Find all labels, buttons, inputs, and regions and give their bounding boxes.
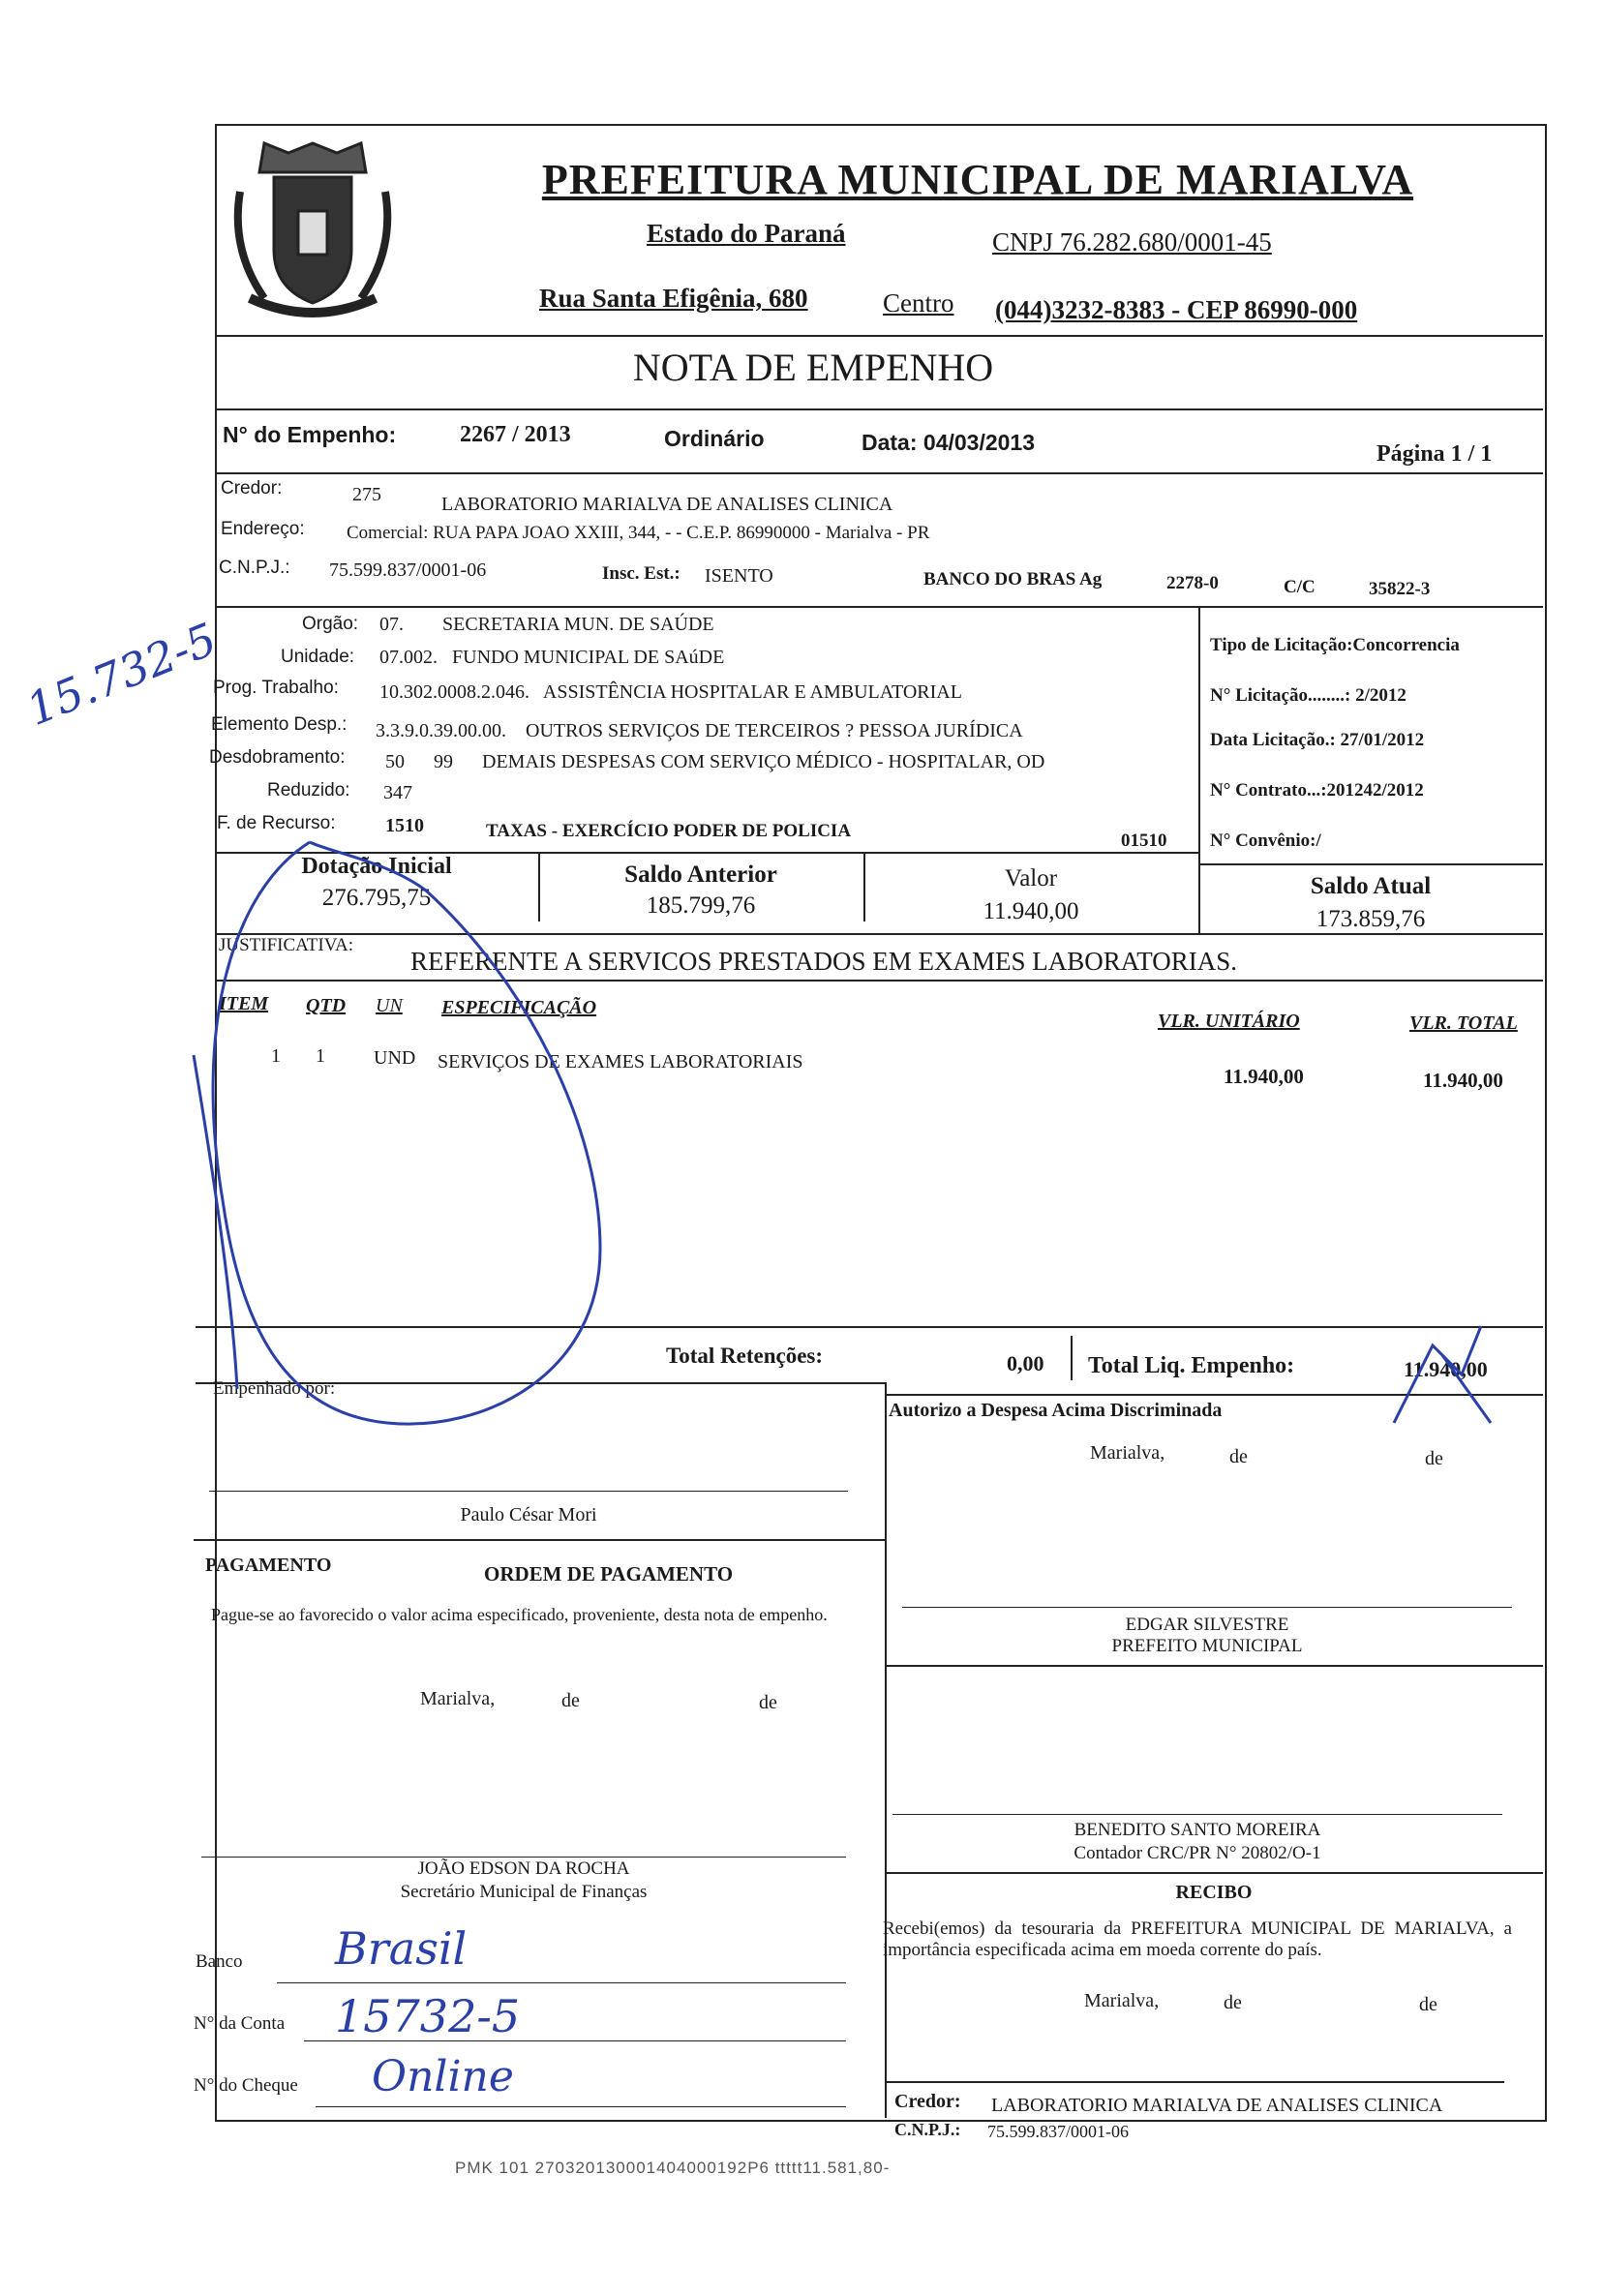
licitacao-numero: N° Licitação........: 2/2012 xyxy=(1210,685,1406,706)
cc-label: C/C xyxy=(1284,577,1316,597)
credor-cnpj: 75.599.837/0001-06 xyxy=(329,559,487,581)
coat-of-arms-logo xyxy=(221,134,405,332)
justificativa-text: REFERENTE A SERVICOS PRESTADOS EM EXAMES LABORATORIAS. xyxy=(410,947,1238,976)
row-un: UND xyxy=(374,1047,416,1069)
recibo-cnpj-label: C.N.P.J.: xyxy=(894,2120,961,2139)
cheque-handwritten: Online xyxy=(372,2052,514,2101)
credor-insc: ISENTO xyxy=(705,565,773,587)
header-cnpj: CNPJ 76.282.680/0001-45 xyxy=(992,227,1272,257)
saldo-anterior-label: Saldo Anterior xyxy=(624,861,777,888)
retencoes-value: 0,00 xyxy=(1007,1351,1044,1375)
header-district: Centro xyxy=(883,288,954,317)
pagamento-place: Marialva, xyxy=(420,1688,496,1709)
col-total: VLR. TOTAL xyxy=(1409,1012,1518,1034)
credor-label: Credor: xyxy=(221,478,283,498)
justificativa-label: JUSTIFICATIVA: xyxy=(219,935,354,955)
pagamento-label: PAGAMENTO xyxy=(205,1555,332,1576)
orgao-value: 07. SECRETARIA MUN. DE SAÚDE xyxy=(379,614,714,635)
recibo-title: RECIBO xyxy=(1175,1882,1253,1903)
autorizo-de1: de xyxy=(1229,1446,1248,1467)
secretario-name: JOÃO EDSON DA ROCHA xyxy=(417,1858,630,1879)
insc-label: Insc. Est.: xyxy=(602,563,681,584)
recibo-credor: LABORATORIO MARIALVA DE ANALISES CLINICA xyxy=(991,2095,1443,2116)
recibo-cnpj: 75.599.837/0001-06 xyxy=(987,2122,1129,2141)
recurso-label: F. de Recurso: xyxy=(217,813,336,833)
header-street: Rua Santa Efigênia, 680 xyxy=(539,284,808,313)
col-spec: ESPECIFICAÇÃO xyxy=(441,997,597,1018)
pagamento-de2: de xyxy=(759,1692,777,1713)
recurso-code: 01510 xyxy=(1121,831,1167,851)
contador-role: Contador CRC/PR N° 20802/O-1 xyxy=(1074,1843,1321,1863)
retencoes-label: Total Retenções: xyxy=(666,1344,824,1368)
unidade-label: Unidade: xyxy=(281,647,355,667)
cc-number: 35822-3 xyxy=(1369,579,1431,599)
row-total: 11.940,00 xyxy=(1423,1069,1503,1092)
orgao-label: Orgão: xyxy=(302,614,359,634)
banco-handwritten: Brasil xyxy=(335,1922,468,1975)
pagamento-text: Pague-se ao favorecido o valor acima especificado, proveniente, desta nota de empenho. xyxy=(211,1605,828,1624)
licitacao-contrato: N° Contrato...:201242/2012 xyxy=(1210,780,1424,801)
autorizo-text: Autorizo a Despesa Acima Discriminada xyxy=(889,1400,1223,1421)
prog-value: 10.302.0008.2.046. ASSISTÊNCIA HOSPITALAR E AMBULATORIAL xyxy=(379,681,962,703)
col-unit: VLR. UNITÁRIO xyxy=(1158,1011,1300,1032)
prefeito-role: PREFEITO MUNICIPAL xyxy=(1111,1636,1303,1656)
liquido-label: Total Liq. Empenho: xyxy=(1088,1353,1295,1378)
cnpj-label: C.N.P.J.: xyxy=(219,558,290,578)
saldo-anterior-value: 185.799,76 xyxy=(646,892,756,919)
licitacao-convenio: N° Convênio:/ xyxy=(1210,831,1321,851)
signature-stroke xyxy=(174,832,629,1452)
document-title: NOTA DE EMPENHO xyxy=(632,346,994,389)
desdob-value: 50 99 DEMAIS DESPESAS COM SERVIÇO MÉDICO - HOSPITALAR, OD xyxy=(385,751,1045,772)
col-un: UN xyxy=(376,995,403,1016)
page-number: Página 1 / 1 xyxy=(1376,441,1493,467)
header-state: Estado do Paraná xyxy=(647,219,846,248)
bank-agency: 2278-0 xyxy=(1166,573,1219,593)
dotacao-label: Dotação Inicial xyxy=(301,854,452,879)
empenho-number-label: N° do Empenho: xyxy=(223,422,397,447)
ordem-pagamento: ORDEM DE PAGAMENTO xyxy=(484,1562,734,1586)
row-spec: SERVIÇOS DE EXAMES LABORATORIAIS xyxy=(438,1051,803,1072)
cheque-label: N° do Cheque xyxy=(194,2075,298,2096)
reduzido-value: 347 xyxy=(383,782,412,803)
recibo-de1: de xyxy=(1224,1992,1242,2013)
credor-code: 275 xyxy=(352,484,381,505)
col-item: ITEM xyxy=(219,993,269,1014)
recibo-credor-label: Credor: xyxy=(894,2091,961,2112)
total-check-mark xyxy=(1375,1307,1520,1433)
licitacao-data: Data Licitação.: 27/01/2012 xyxy=(1210,730,1425,750)
contador-name: BENEDITO SANTO MOREIRA xyxy=(1074,1820,1321,1840)
bank-name: BANCO DO BRAS Ag xyxy=(923,569,1103,589)
prog-label: Prog. Trabalho: xyxy=(213,678,339,698)
licitacao-tipo: Tipo de Licitação:Concorrencia xyxy=(1210,635,1460,655)
empenho-date: Data: 04/03/2013 xyxy=(862,430,1036,455)
row-qtd: 1 xyxy=(316,1045,325,1067)
recibo-text: Recebi(emos) da tesouraria da PREFEITURA MUNICIPAL DE MARIALVA, a importância especificada acima em moeda corrente do país. xyxy=(883,1918,1512,1960)
reduzido-label: Reduzido: xyxy=(267,780,350,801)
prefeito-name: EDGAR SILVESTRE xyxy=(1125,1615,1289,1635)
valor-label: Valor xyxy=(1004,865,1058,891)
elemento-label: Elemento Desp.: xyxy=(211,714,348,735)
dotacao-value: 276.795,75 xyxy=(321,885,432,911)
margin-note: 15.732-5 xyxy=(19,612,225,737)
row-item: 1 xyxy=(271,1045,281,1067)
recurso-value: 1510 xyxy=(385,815,424,836)
liquido-value: 11.940,00 xyxy=(1404,1357,1488,1381)
col-qtd: QTD xyxy=(306,995,347,1016)
recibo-place: Marialva, xyxy=(1084,1990,1160,2011)
desdob-label: Desdobramento: xyxy=(209,747,346,768)
conta-label: N° da Conta xyxy=(194,2013,286,2034)
footer-code: PMK 101 270320130001404000192P6 ttttt11.581,80- xyxy=(455,2159,891,2177)
pagamento-de1: de xyxy=(561,1690,580,1711)
empenho-number: 2267 / 2013 xyxy=(460,422,571,447)
saldo-atual-label: Saldo Atual xyxy=(1310,873,1432,899)
autorizo-place: Marialva, xyxy=(1090,1442,1165,1464)
saldo-atual-value: 173.859,76 xyxy=(1316,906,1426,932)
elemento-value: 3.3.9.0.39.00.00. OUTROS SERVIÇOS DE TERCEIROS ? PESSOA JURÍDICA xyxy=(376,720,1023,741)
banco-label: Banco xyxy=(196,1951,243,1972)
recibo-de2: de xyxy=(1419,1994,1437,2015)
address-label: Endereço: xyxy=(221,519,305,539)
secretario-role: Secretário Municipal de Finanças xyxy=(400,1882,648,1902)
autorizo-de2: de xyxy=(1425,1448,1443,1469)
empenho-type: Ordinário xyxy=(664,426,765,451)
row-unit: 11.940,00 xyxy=(1224,1065,1304,1088)
credor-address: Comercial: RUA PAPA JOAO XXIII, 344, - - C.E.P. 86990000 - Marialva - PR xyxy=(347,523,930,543)
valor-value: 11.940,00 xyxy=(983,898,1079,924)
unidade-value: 07.002. FUNDO MUNICIPAL DE SAúDE xyxy=(379,647,725,668)
header-title: PREFEITURA MUNICIPAL DE MARIALVA xyxy=(541,156,1414,203)
recurso-desc: TAXAS - EXERCÍCIO PODER DE POLICIA xyxy=(486,821,852,841)
empenhado-label: Empenhado por: xyxy=(213,1378,336,1399)
credor-name: LABORATORIO MARIALVA DE ANALISES CLINICA xyxy=(441,494,893,515)
conta-handwritten: 15732-5 xyxy=(335,1990,521,2042)
empenhado-name: Paulo César Mori xyxy=(460,1504,597,1526)
header-phone-cep: (044)3232-8383 - CEP 86990-000 xyxy=(995,295,1358,324)
